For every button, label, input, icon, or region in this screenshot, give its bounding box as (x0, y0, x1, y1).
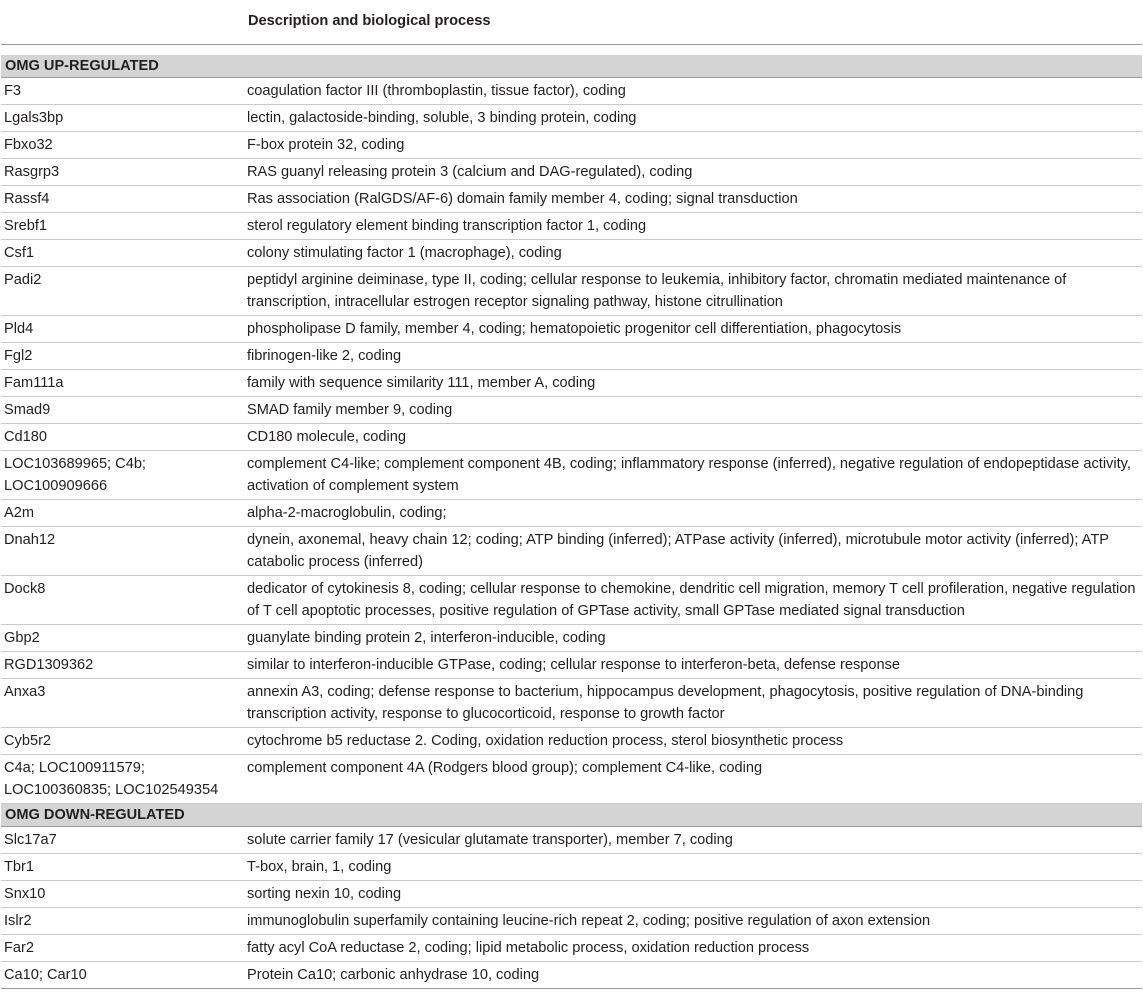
gene-cell: Slc17a7 (4, 832, 57, 848)
description-cell: dynein, axonemal, heavy chain 12; coding; ATP binding (inferred); ATPase activity (inferred), microtubule motor activity (inferred); ATP catabolic process (inferred) (247, 532, 1109, 570)
gene-cell: Smad9 (4, 402, 51, 418)
table-row (1, 652, 1142, 679)
gene-cell: Fam111a (4, 375, 64, 391)
table-row (1, 679, 1142, 728)
gene-cell: Ca10; Car10 (4, 967, 87, 983)
description-cell: guanylate binding protein 2, interferon-inducible, coding (247, 630, 606, 646)
description-cell: Ras association (RalGDS/AF-6) domain family member 4, coding; signal transduction (247, 191, 798, 207)
table-row (1, 527, 1142, 576)
table-row (1, 854, 1142, 881)
description-cell: alpha-2-macroglobulin, coding; (247, 505, 447, 521)
gene-cell: Padi2 (4, 272, 42, 288)
table-row (1, 962, 1142, 989)
description-cell: similar to interferon-inducible GTPase, coding; cellular response to interferon-beta, defense response (247, 657, 901, 673)
gene-cell: A2m (4, 505, 35, 521)
table-row (1, 186, 1142, 213)
table-row (1, 625, 1142, 652)
description-cell: coagulation factor III (thromboplastin, tissue factor), coding (247, 83, 626, 99)
table-row (1, 78, 1142, 105)
gene-cell: Snx10 (4, 886, 46, 902)
table-row (1, 159, 1142, 186)
gene-cell: Rassf4 (4, 191, 50, 207)
gene-cell: Dnah12 (4, 532, 56, 548)
section-header: OMG UP-REGULATED (1, 55, 1142, 78)
gene-cell: Cyb5r2 (4, 733, 52, 749)
description-cell: SMAD family member 9, coding (247, 402, 453, 418)
gene-cell: Csf1 (4, 245, 35, 261)
description-cell: annexin A3, coding; defense response to bacterium, hippocampus development, phagocytosis, positive regulation of DNA-binding transcription activity, response to glucocorticoid, response to growth factor (247, 684, 1084, 722)
description-cell: complement component 4A (Rodgers blood group); complement C4-like, coding (247, 760, 763, 776)
description-cell: cytochrome b5 reductase 2. Coding, oxidation reduction process, sterol biosynthetic process (247, 733, 844, 749)
gene-cell: Tbr1 (4, 859, 35, 875)
gene-cell: F3 (4, 83, 22, 99)
description-cell: solute carrier family 17 (vesicular glutamate transporter), member 7, coding (247, 832, 733, 848)
table-body (1, 55, 1142, 989)
gene-cell: Lgals3bp (4, 110, 64, 126)
description-cell: sterol regulatory element binding transcription factor 1, coding (247, 218, 647, 234)
table-row (1, 370, 1142, 397)
description-cell: colony stimulating factor 1 (macrophage), coding (247, 245, 562, 261)
gene-cell: C4a; LOC100911579; LOC100360835; LOC102549354 (4, 760, 219, 798)
description-cell: family with sequence similarity 111, member A, coding (247, 375, 596, 391)
description-cell: complement C4-like; complement component 4B, coding; inflammatory response (inferred), negative regulation of endopeptidase activity, activation of complement system (247, 456, 1131, 494)
description-cell: dedicator of cytokinesis 8, coding; cellular response to chemokine, dendritic cell migration, memory T cell profileration, negative regulation of T cell apoptotic processes, positive regulation of GPTase activity, small GPTase mediated signal transduction (247, 581, 1136, 619)
description-cell: T-box, brain, 1, coding (247, 859, 392, 875)
description-cell: lectin, galactoside-binding, soluble, 3 binding protein, coding (247, 110, 637, 126)
gene-table (1, 0, 1142, 989)
table-row (1, 240, 1142, 267)
gene-cell: Pld4 (4, 321, 34, 337)
gene-cell: Far2 (4, 940, 35, 956)
description-cell: CD180 molecule, coding (247, 429, 406, 445)
description-cell: RAS guanyl releasing protein 3 (calcium and DAG-regulated), coding (247, 164, 693, 180)
table-row (1, 881, 1142, 908)
table-row (1, 728, 1142, 755)
table-row (1, 755, 1142, 804)
table-row (1, 576, 1142, 625)
gene-cell: Islr2 (4, 913, 32, 929)
gene-cell: Fgl2 (4, 348, 33, 364)
table-row (1, 397, 1142, 424)
description-cell: fibrinogen-like 2, coding (247, 348, 402, 364)
gene-cell: Rasgrp3 (4, 164, 60, 180)
description-cell: phospholipase D family, member 4, coding; hematopoietic progenitor cell differentiation, phagocytosis (247, 321, 902, 337)
description-cell: sorting nexin 10, coding (247, 886, 402, 902)
gene-cell: Cd180 (4, 429, 48, 445)
gene-cell: Gbp2 (4, 630, 40, 646)
table-row (1, 105, 1142, 132)
table-row (1, 213, 1142, 240)
table-row (1, 132, 1142, 159)
gene-cell: Dock8 (4, 581, 46, 597)
section-header: OMG DOWN-REGULATED (1, 804, 1142, 827)
table-row (1, 827, 1142, 854)
gene-cell: LOC103689965; C4b; LOC100909666 (4, 456, 146, 494)
table-row (1, 343, 1142, 370)
table-row (1, 316, 1142, 343)
header-col-description: Description and biological process (248, 13, 491, 29)
description-cell: peptidyl arginine deiminase, type II, coding; cellular response to leukemia, inhibitory factor, chromatin mediated maintenance of transcription, intracellular estrogen receptor signaling pathway, histone citrullination (247, 272, 1067, 310)
gene-cell: Srebf1 (4, 218, 47, 234)
table-row (1, 424, 1142, 451)
table-row (1, 935, 1142, 962)
table-row (1, 451, 1142, 500)
table-row (1, 500, 1142, 527)
gene-cell: Fbxo32 (4, 137, 53, 153)
description-cell: F-box protein 32, coding (247, 137, 405, 153)
description-cell: immunoglobulin superfamily containing leucine-rich repeat 2, coding; positive regulation of axon extension (247, 913, 931, 929)
table-header (1, 0, 1142, 45)
description-cell: Protein Ca10; carbonic anhydrase 10, coding (247, 967, 540, 983)
table-row (1, 908, 1142, 935)
description-cell: fatty acyl CoA reductase 2, coding; lipid metabolic process, oxidation reduction process (247, 940, 810, 956)
gene-cell: Anxa3 (4, 684, 46, 700)
gene-cell: RGD1309362 (4, 657, 94, 673)
table-row (1, 267, 1142, 316)
